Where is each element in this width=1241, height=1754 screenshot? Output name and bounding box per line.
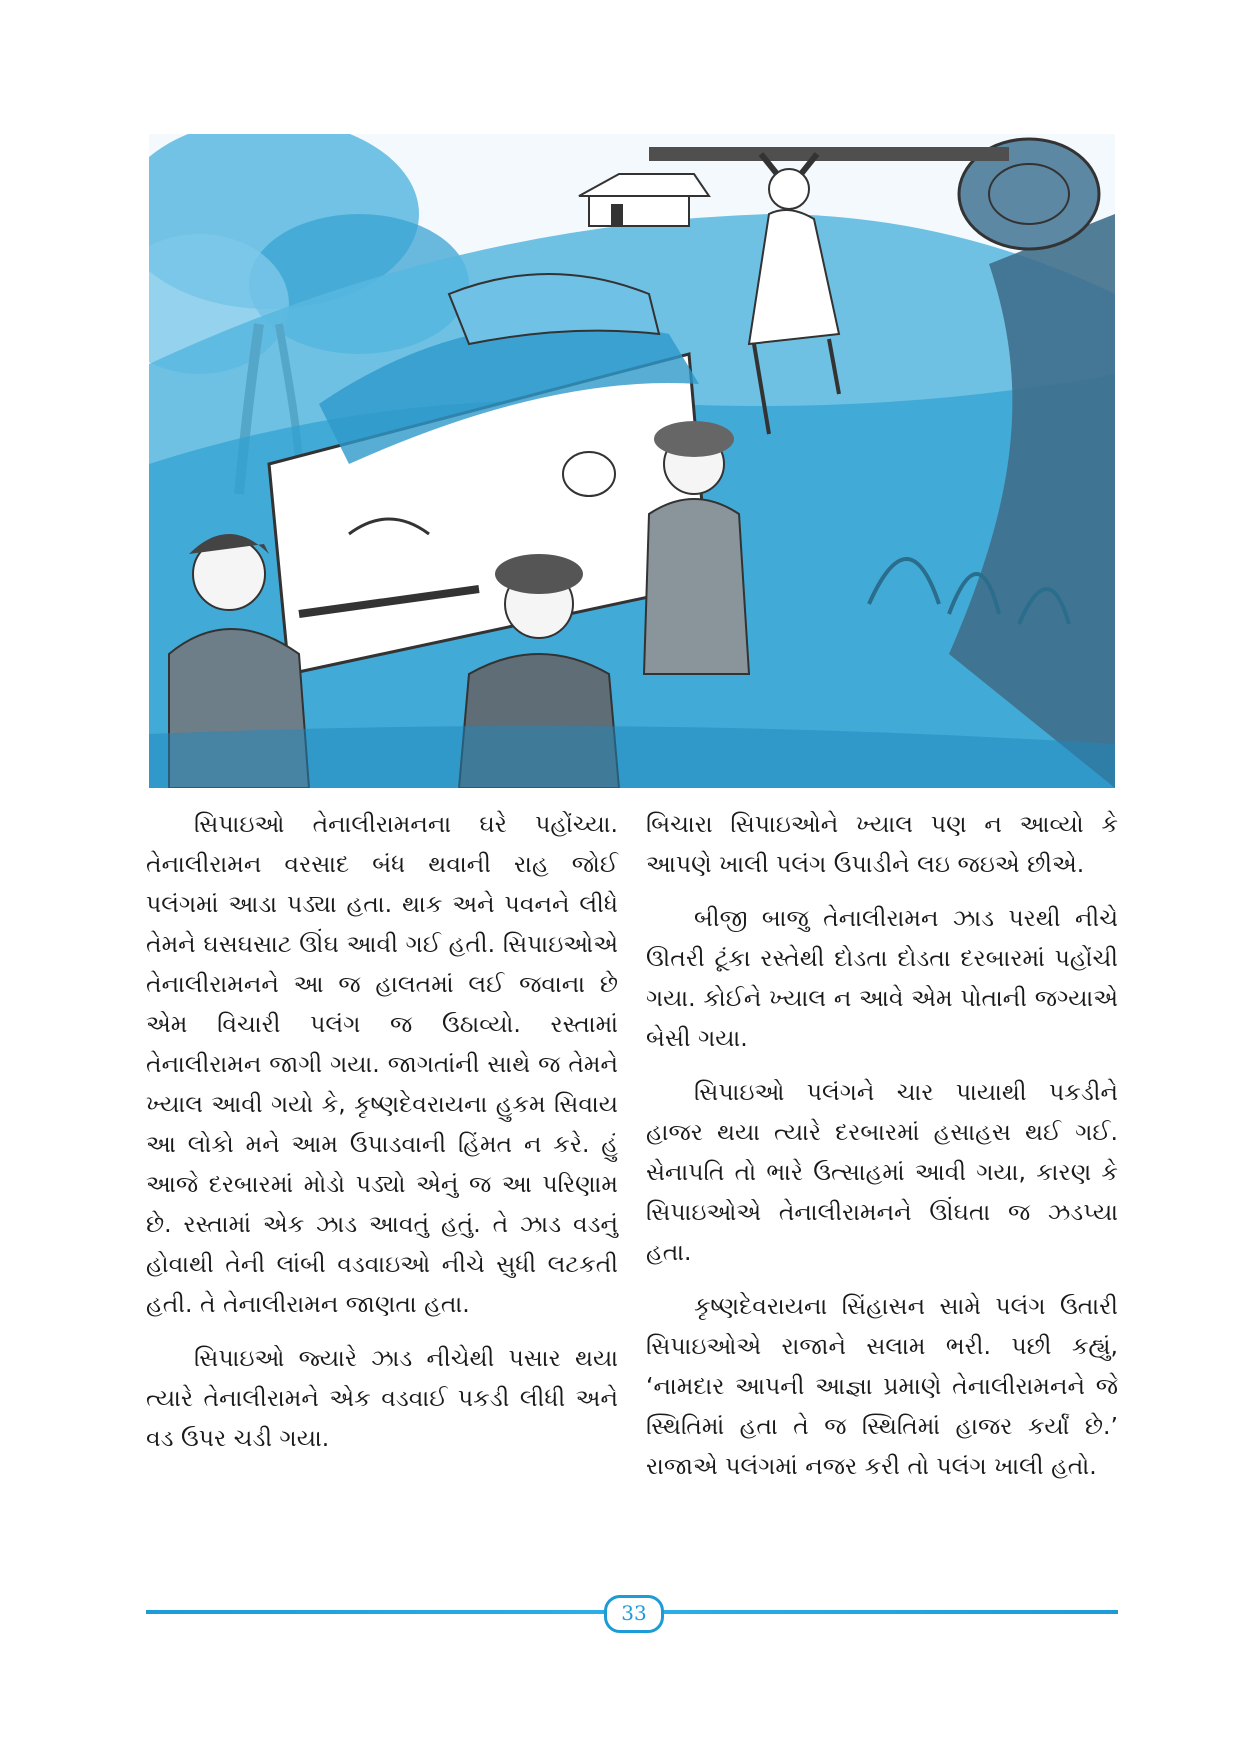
story-illustration [149,134,1115,788]
paragraph: બિચારા સિપાઇઓને ખ્યાલ પણ ન આવ્યો કે આપણે ખાલી પલંગ ઉપાડીને લઇ જઇએ છીએ. [646,810,1118,878]
page-number: 33 [604,1595,664,1633]
paragraph: કૃષ્ણદેવરાયના સિંહાસન સામે પલંગ ઉતારી સિપાઇઓએ રાજાને સલામ ભરી. પછી કહ્યું, ‘નામદાર આપની આજ્ઞા પ્રમાણે તેનાલીરામનને જે સ્થિતિમાં હતા તે જ સ્થિતિમાં હાજર કર્યાં છે.’ રાજાએ પલંગમાં નજર કરી તો પલંગ ખાલી હતો. [646,1292,1118,1480]
paragraph: બીજી બાજુ તેનાલીરામન ઝાડ પરથી નીચે ઊતરી ટૂંકા રસ્તેથી દોડતા દોડતા દરબારમાં પહોંચી ગયા. કોઈને ખ્યાલ ન આવે એમ પોતાની જગ્યાએ બેસી ગયા. [646,904,1118,1052]
story-column-left [146,804,618,1594]
paragraph: સિપાઇઓ તેનાલીરામનના ઘરે પહોંચ્યા. તેનાલીરામન વરસાદ બંધ થવાની રાહ જોઈ પલંગમાં આડા પડ્યા હતા. થાક અને પવનને લીધે તેમને ઘસઘસાટ ઊંઘ આવી ગઈ હતી. સિપાઇઓએ તેનાલીરામનને આ જ હાલતમાં લઈ જવાના છે એમ વિચારી પલંગ જ ઉઠાવ્યો. રસ્તામાં તેનાલીરામન જાગી ગયા. જાગતાંની સાથે જ તેમને ખ્યાલ આવી ગયો કે, કૃષ્ણદેવરાયના હુકમ સિવાય આ લોકો મને આમ ઉપાડવાની હિંમત ન કરે. હું આજે દરબારમાં મોડો પડ્યો એનું જ આ પરિણામ છે. રસ્તામાં એક ઝાડ આવતું હતું. તે ઝાડ વડનું હોવાથી તેની લાંબી વડવાઇઓ નીચે સુધી લટકતી હતી. તે તેનાલીરામન જાણતા હતા. [146,810,618,1318]
paragraph: સિપાઇઓ જ્યારે ઝાડ નીચેથી પસાર થયા ત્યારે તેનાલીરામને એક વડવાઈ પકડી લીધી અને વડ ઉપર ચડી ગયા. [146,1344,618,1452]
paragraph: સિપાઇઓ પલંગને ચાર પાયાથી પકડીને હાજર થયા ત્યારે દરબારમાં હસાહસ થઈ ગઈ. સેનાપતિ તો ભારે ઉત્સાહમાં આવી ગયા, કારણ કે સિપાઇઓએ તેનાલીરામનને ઊંઘતા જ ઝડપ્યા હતા. [646,1078,1118,1266]
story-column-right [646,804,1118,1594]
story-text [146,804,1118,1594]
